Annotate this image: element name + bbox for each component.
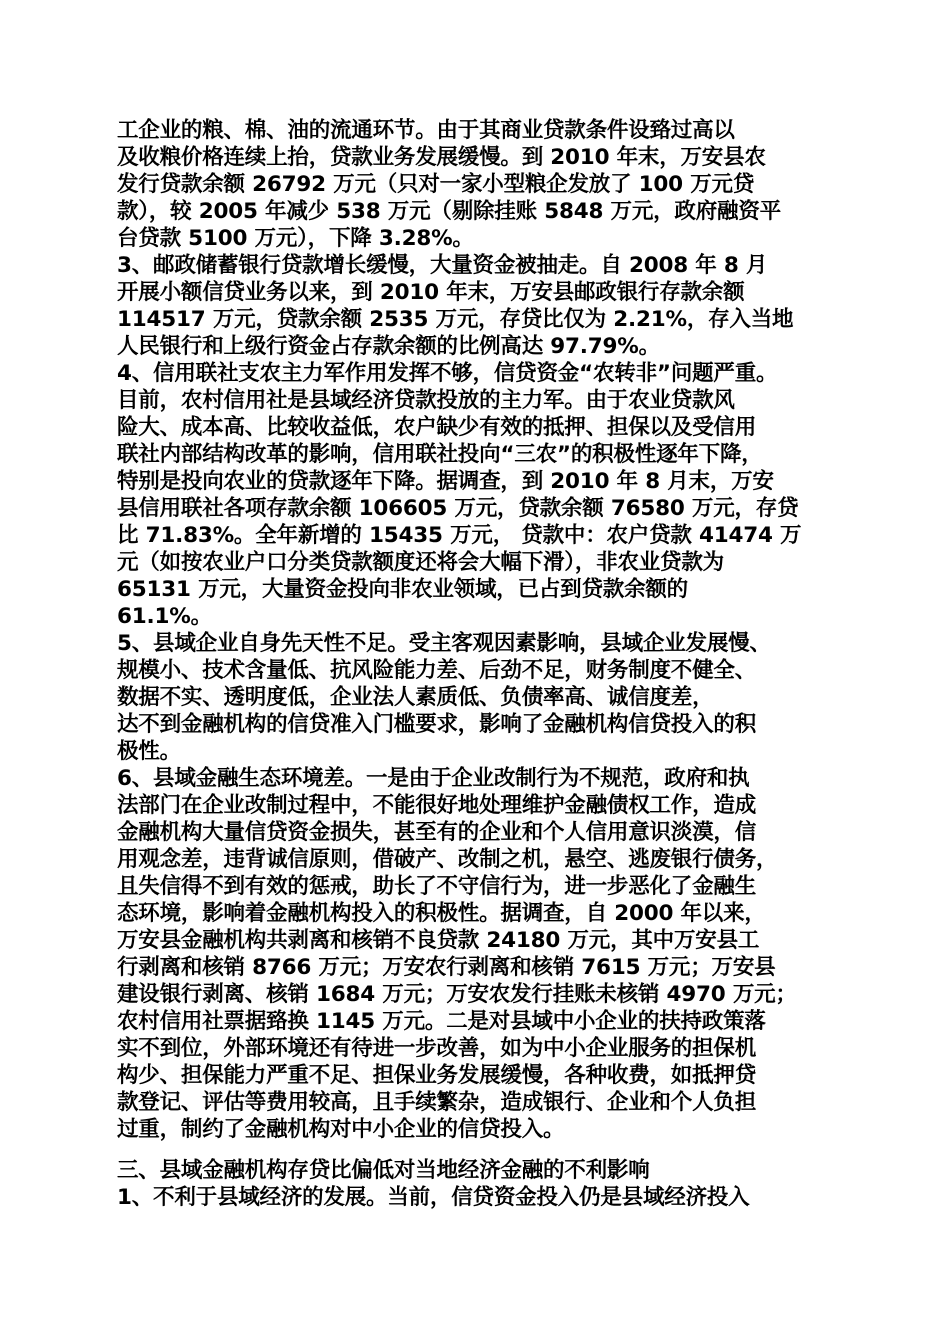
text-line: 工企业的粮、棉、油的流通环节。由于其商业贷款条件设臵过高以 [117,118,735,143]
text-line: 目前，农村信用社是县域经济贷款投放的主力军。由于农业贷款风 [117,388,735,413]
text-line: 65131 万元，大量资金投向非农业领域，已占到贷款余额的 [117,577,688,602]
text-line: 实不到位，外部环境还有待进一步改善，如为中小企业服务的担保机 [117,1036,757,1061]
text-line: 款登记、评估等费用较高，且手续繁杂，造成银行、企业和个人负担 [117,1090,757,1115]
text-line: 款），较 2005 年减少 538 万元（剔除挂账 5848 万元，政府融资平 [117,199,781,224]
text-line: 行剥离和核销 8766 万元；万安农行剥离和核销 7615 万元；万安县 [117,955,776,980]
text-line: 万安县金融机构共剥离和核销不良贷款 24180 万元，其中万安县工 [117,928,760,953]
text-line: 发行贷款余额 26792 万元（只对一家小型粮企发放了 100 万元贷 [117,172,755,197]
text-line: 险大、成本高、比较收益低，农户缺少有效的抵押、担保以及受信用 [117,415,757,440]
text-line: 县信用联社各项存款余额 106605 万元，贷款余额 76580 万元，存贷 [117,496,799,521]
section-heading: 三、县域金融机构存贷比偏低对当地经济金融的不利影响 [117,1158,650,1183]
text-line: 特别是投向农业的贷款逐年下降。据调查，到 2010 年 8 月末，万安 [117,469,774,494]
text-line: 及收粮价格连续上抬，贷款业务发展缓慢。到 2010 年末，万安县农 [117,145,766,170]
text-line: 极性。 [117,739,181,764]
text-line: 态环境，影响着金融机构投入的积极性。据调查，自 2000 年以来， [117,901,766,926]
text-line: 元（如按农业户口分类贷款额度还将会大幅下滑），非农业贷款为 [117,550,724,575]
text-line: 达不到金融机构的信贷准入门槛要求，影响了金融机构信贷投入的积 [117,712,757,737]
text-line: 比 71.83%。全年新增的 15435 万元， 贷款中：农户贷款 41474 万 [117,523,802,548]
text-line: 农村信用社票据臵换 1145 万元。二是对县域中小企业的扶持政策落 [117,1009,766,1034]
text-line: 构少、担保能力严重不足、担保业务发展缓慢，各种收费，如抵押贷 [117,1063,757,1088]
text-line: 开展小额信贷业务以来，到 2010 年末，万安县邮政银行存款余额 [117,280,745,305]
text-line: 用观念差，违背诚信原则，借破产、改制之机，悬空、逃废银行债务， [117,847,778,872]
text-line: 4、信用联社支农主力军作用发挥不够，信贷资金“农转非”问题严重。 [117,361,778,386]
text-line: 法部门在企业改制过程中，不能很好地处理维护金融债权工作，造成 [117,793,757,818]
text-line: 规模小、技术含量低、抗风险能力差、后劲不足，财务制度不健全、 [117,658,757,683]
text-line: 数据不实、透明度低，企业法人素质低、负债率高、诚信度差， [117,685,714,710]
text-line: 61.1%。 [117,604,212,629]
text-line: 联社内部结构改革的影响，信用联社投向“三农”的积极性逐年下降， [117,442,763,467]
text-line: 建设银行剥离、核销 1684 万元；万安农发行挂账未核销 4970 万元； [117,982,797,1007]
text-line: 金融机构大量信贷资金损失，甚至有的企业和个人信用意识淡漠，信 [117,820,757,845]
text-line: 5、县域企业自身先天性不足。受主客观因素影响，县域企业发展慢、 [117,631,771,656]
text-line: 且失信得不到有效的惩戒，助长了不守信行为，进一步恶化了金融生 [117,874,757,899]
text-line: 台贷款 5100 万元），下降 3.28%。 [117,226,474,251]
text-line: 114517 万元，贷款余额 2535 万元，存贷比仅为 2.21%，存入当地 [117,307,794,332]
text-line: 1、不利于县域经济的发展。当前，信贷资金投入仍是县域经济投入 [117,1185,750,1210]
text-line: 人民银行和上级行资金占存款余额的比例高达 97.79%。 [117,334,660,359]
text-line: 过重，制约了金融机构对中小企业的信贷投入。 [117,1117,565,1142]
text-line: 3、邮政储蓄银行贷款增长缓慢，大量资金被抽走。自 2008 年 8 月 [117,253,768,278]
text-line: 6、县域金融生态环境差。一是由于企业改制行为不规范，政府和执 [117,766,750,791]
